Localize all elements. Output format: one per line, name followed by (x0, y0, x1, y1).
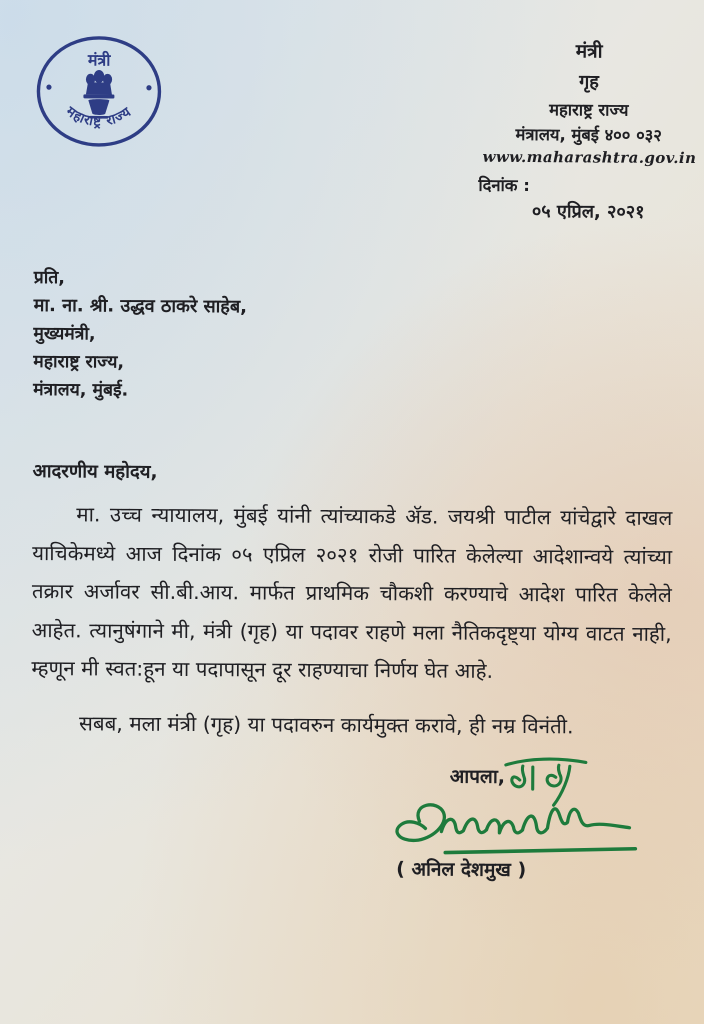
office-department: गृह (579, 71, 599, 93)
ashoka-emblem-icon (83, 70, 114, 119)
recipient-block (33, 264, 247, 405)
seal-top-text: मंत्री (87, 50, 111, 70)
seal-bottom-text: महाराष्ट्र राज्य (62, 103, 135, 130)
recipient-designation: मुख्यमंत्री, (33, 324, 96, 345)
office-state: महाराष्ट्र राज्य (549, 100, 629, 120)
recipient-name: मा. ना. श्री. उद्धव ठाकरे साहेब, (33, 295, 248, 318)
greeting: आदरणीय महोदय, (32, 461, 158, 483)
office-address: मंत्रालय, मुंबई ४०० ०३२ (515, 124, 662, 145)
letterhead (438, 39, 695, 225)
office-title: मंत्री (575, 40, 603, 63)
signature-anil-deshmukh (385, 795, 651, 861)
maharashtra-state-seal-icon (35, 34, 164, 149)
body-paragraph-1: मा. उच्च न्यायालय, मुंबई यांनी त्यांच्याकडे ॲड. जयश्री पाटील यांचेद्वारे दाखल याचिकेमध्ये आज दिनांक ०५ एप्रिल २०२१ रोजी पारित केलेल्या आदेशान्वये त्यांच्या तक्रार अर्जावर सी.बी.आय. मार्फत प्राथमिक चौकशी करण्याचे आदेश पारित केलेले आहेत. त्यानुषंगाने मी, मंत्री (गृह) या पदावर राहणे मला नैतिकदृष्ट्या योग्य वाटत नाही, म्हणून मी स्वत:हून या पदापासून दूर राहण्याचा निर्णय घेत आहे. (31, 502, 673, 683)
recipient-address: मंत्रालय, मुंबई. (33, 380, 129, 401)
closing-regards: आपला, (449, 765, 506, 788)
recipient-prefix: प्रति, (33, 268, 65, 289)
signatory-name: ( अनिल देशमुख ) (396, 858, 527, 882)
recipient-state: महाराष्ट्र राज्य, (33, 352, 125, 373)
office-website: www.maharashtra.gov.in (482, 148, 697, 168)
date-value: ०५ एप्रिल, २०२१ (531, 201, 645, 223)
body-paragraph-2: सबब, मला मंत्री (गृह) या पदावरुन कार्यमुक्त करावे, ही नम्र विनंती. (79, 711, 574, 739)
date-label: दिनांक : (478, 175, 530, 196)
